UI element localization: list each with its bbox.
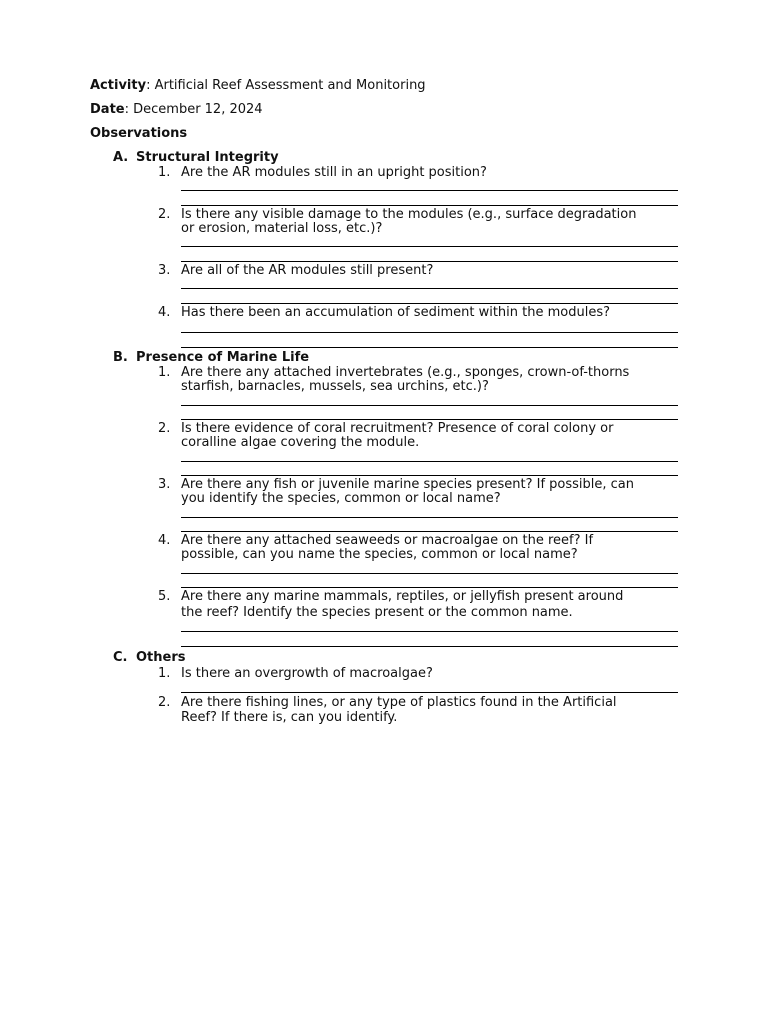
question-number: 1. — [158, 165, 171, 180]
question-text: Is there evidence of coral recruitment? Presence of coral colony or — [181, 421, 614, 436]
section-c-title: Others — [136, 650, 186, 665]
section-c-letter: C. — [113, 650, 128, 665]
date-value: : December 12, 2024 — [124, 102, 263, 117]
question-text: Is there any visible damage to the modules (e.g., surface degradation — [181, 207, 637, 222]
question-text: Is there an overgrowth of macroalgae? — [181, 666, 433, 681]
question-number: 2. — [158, 695, 171, 710]
question-text: Are there any attached seaweeds or macroalgae on the reef? If — [181, 533, 594, 548]
answer-line[interactable] — [181, 303, 678, 304]
answer-line[interactable] — [181, 517, 678, 518]
question-number: 1. — [158, 666, 171, 681]
question-text: Are there fishing lines, or any type of plastics found in the Artificial — [181, 695, 617, 710]
question-text: Reef? If there is, can you identify. — [181, 710, 398, 725]
date-label: Date — [90, 102, 125, 117]
answer-line[interactable] — [181, 531, 678, 532]
question-text: Has there been an accumulation of sediment within the modules? — [181, 305, 610, 320]
question-number: 4. — [158, 305, 171, 320]
question-text: possible, can you name the species, common or local name? — [181, 547, 578, 562]
answer-line[interactable] — [181, 246, 678, 247]
question-text: the reef? Identify the species present or the common name. — [181, 605, 573, 620]
question-text: or erosion, material loss, etc.)? — [181, 221, 383, 236]
answer-line[interactable] — [181, 419, 678, 420]
section-a-letter: A. — [113, 150, 129, 165]
question-text: Are there any marine mammals, reptiles, or jellyfish present around — [181, 589, 624, 604]
answer-line[interactable] — [181, 587, 678, 588]
answer-line[interactable] — [181, 332, 678, 333]
section-b-title: Presence of Marine Life — [136, 350, 310, 365]
answer-line[interactable] — [181, 190, 678, 191]
activity-line — [90, 78, 426, 93]
answer-line[interactable] — [181, 405, 678, 406]
question-number: 4. — [158, 533, 171, 548]
section-a-title: Structural Integrity — [136, 150, 279, 165]
answer-line[interactable] — [181, 347, 678, 348]
answer-line[interactable] — [181, 646, 678, 647]
question-text: Are all of the AR modules still present? — [181, 263, 434, 278]
observations-heading: Observations — [90, 126, 188, 141]
answer-line[interactable] — [181, 288, 678, 289]
activity-value: : Artificial Reef Assessment and Monitoring — [146, 78, 426, 93]
question-number: 5. — [158, 589, 171, 604]
question-number: 1. — [158, 365, 171, 380]
question-number: 2. — [158, 207, 171, 222]
answer-line[interactable] — [181, 692, 678, 693]
question-text: Are the AR modules still in an upright position? — [181, 165, 487, 180]
answer-line[interactable] — [181, 461, 678, 462]
question-number: 2. — [158, 421, 171, 436]
question-text: Are there any fish or juvenile marine species present? If possible, can — [181, 477, 635, 492]
question-text: coralline algae covering the module. — [181, 435, 420, 450]
answer-line[interactable] — [181, 205, 678, 206]
answer-line[interactable] — [181, 573, 678, 574]
activity-label: Activity — [90, 78, 147, 93]
question-text: Are there any attached invertebrates (e.g., sponges, crown-of-thorns — [181, 365, 630, 380]
question-number: 3. — [158, 263, 171, 278]
answer-line[interactable] — [181, 475, 678, 476]
answer-line[interactable] — [181, 631, 678, 632]
date-line — [90, 102, 263, 117]
answer-line[interactable] — [181, 261, 678, 262]
question-text: you identify the species, common or local name? — [181, 491, 501, 506]
question-number: 3. — [158, 477, 171, 492]
question-text: starfish, barnacles, mussels, sea urchins, etc.)? — [181, 379, 489, 394]
section-b-letter: B. — [113, 350, 128, 365]
